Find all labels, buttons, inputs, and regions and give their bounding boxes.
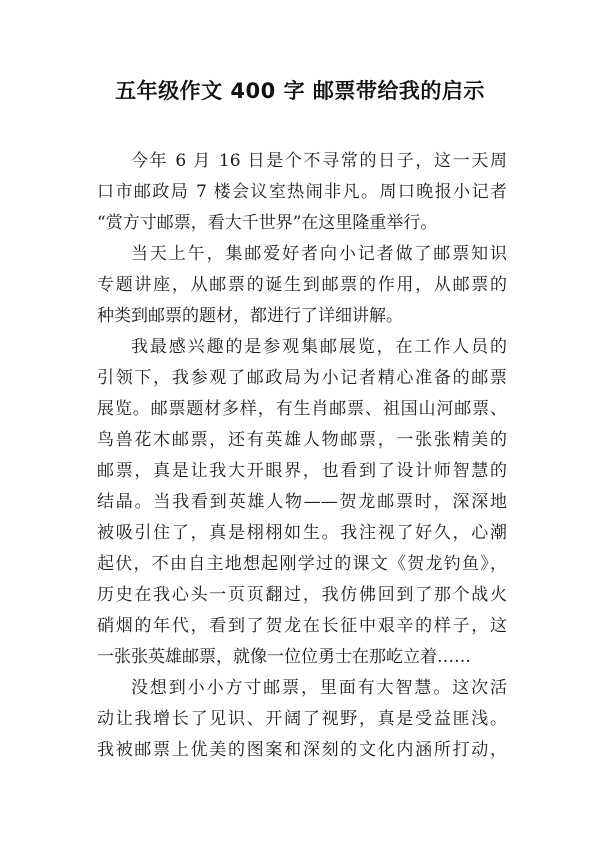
- paragraph-line: 鸟兽花木邮票，还有英雄人物邮票，一张张精美的: [97, 430, 507, 450]
- paragraph-line: 历史在我心头一页页翻过，我仿佛回到了那个战火: [97, 585, 507, 605]
- document-body: [97, 146, 507, 766]
- paragraph-line: 硝烟的年代，看到了贺龙在长征中艰辛的样子，这: [97, 616, 507, 636]
- paragraph-line: 被吸引住了，真是栩栩如生。我注视了好久，心潮: [97, 523, 507, 543]
- paragraph-line: 我最感兴趣的是参观集邮展览，在工作人员的: [131, 337, 507, 357]
- paragraph-line: 没想到小小方寸邮票，里面有大智慧。这次活: [131, 678, 507, 698]
- paragraph-line: 今年 6 月 16 日是个不寻常的日子，这一天周: [131, 151, 507, 171]
- document-title: 五年级作文 400 字 邮票带给我的启示: [115, 79, 485, 103]
- paragraph-line: 口市邮政局 7 楼会议室热闹非凡。周口晚报小记者: [97, 182, 507, 202]
- paragraph-2: [97, 239, 507, 332]
- paragraph-line: 种类到邮票的题材，都进行了详细讲解。: [97, 306, 403, 326]
- paragraph-line: 动让我增长了见识、开阔了视野，真是受益匪浅。: [97, 709, 507, 729]
- paragraph-line: 专题讲座，从邮票的诞生到邮票的作用，从邮票的: [97, 275, 507, 295]
- paragraph-line: 一张张英雄邮票，就像一位位勇士在那屹立着……: [97, 647, 471, 667]
- paragraph-line: 起伏，不由自主地想起刚学过的课文《贺龙钓鱼》，: [97, 554, 507, 574]
- paragraph-line: 结晶。当我看到英雄人物——贺龙邮票时，深深地: [97, 492, 507, 512]
- paragraph-line: 引领下，我参观了邮政局为小记者精心准备的邮票: [97, 368, 507, 388]
- paragraph-3: [97, 332, 507, 673]
- paragraph-line: 当天上午，集邮爱好者向小记者做了邮票知识: [131, 244, 507, 264]
- paragraph-line: 邮票，真是让我大开眼界，也看到了设计师智慧的: [97, 461, 507, 481]
- paragraph-line: “赏方寸邮票，看大千世界”在这里隆重举行。: [97, 213, 438, 233]
- paragraph-1: [97, 146, 507, 239]
- paragraph-4: [97, 673, 507, 766]
- paragraph-line: 展览。邮票题材多样，有生肖邮票、祖国山河邮票、: [97, 399, 507, 419]
- paragraph-line: 我被邮票上优美的图案和深刻的文化内涵所打动，: [97, 740, 507, 760]
